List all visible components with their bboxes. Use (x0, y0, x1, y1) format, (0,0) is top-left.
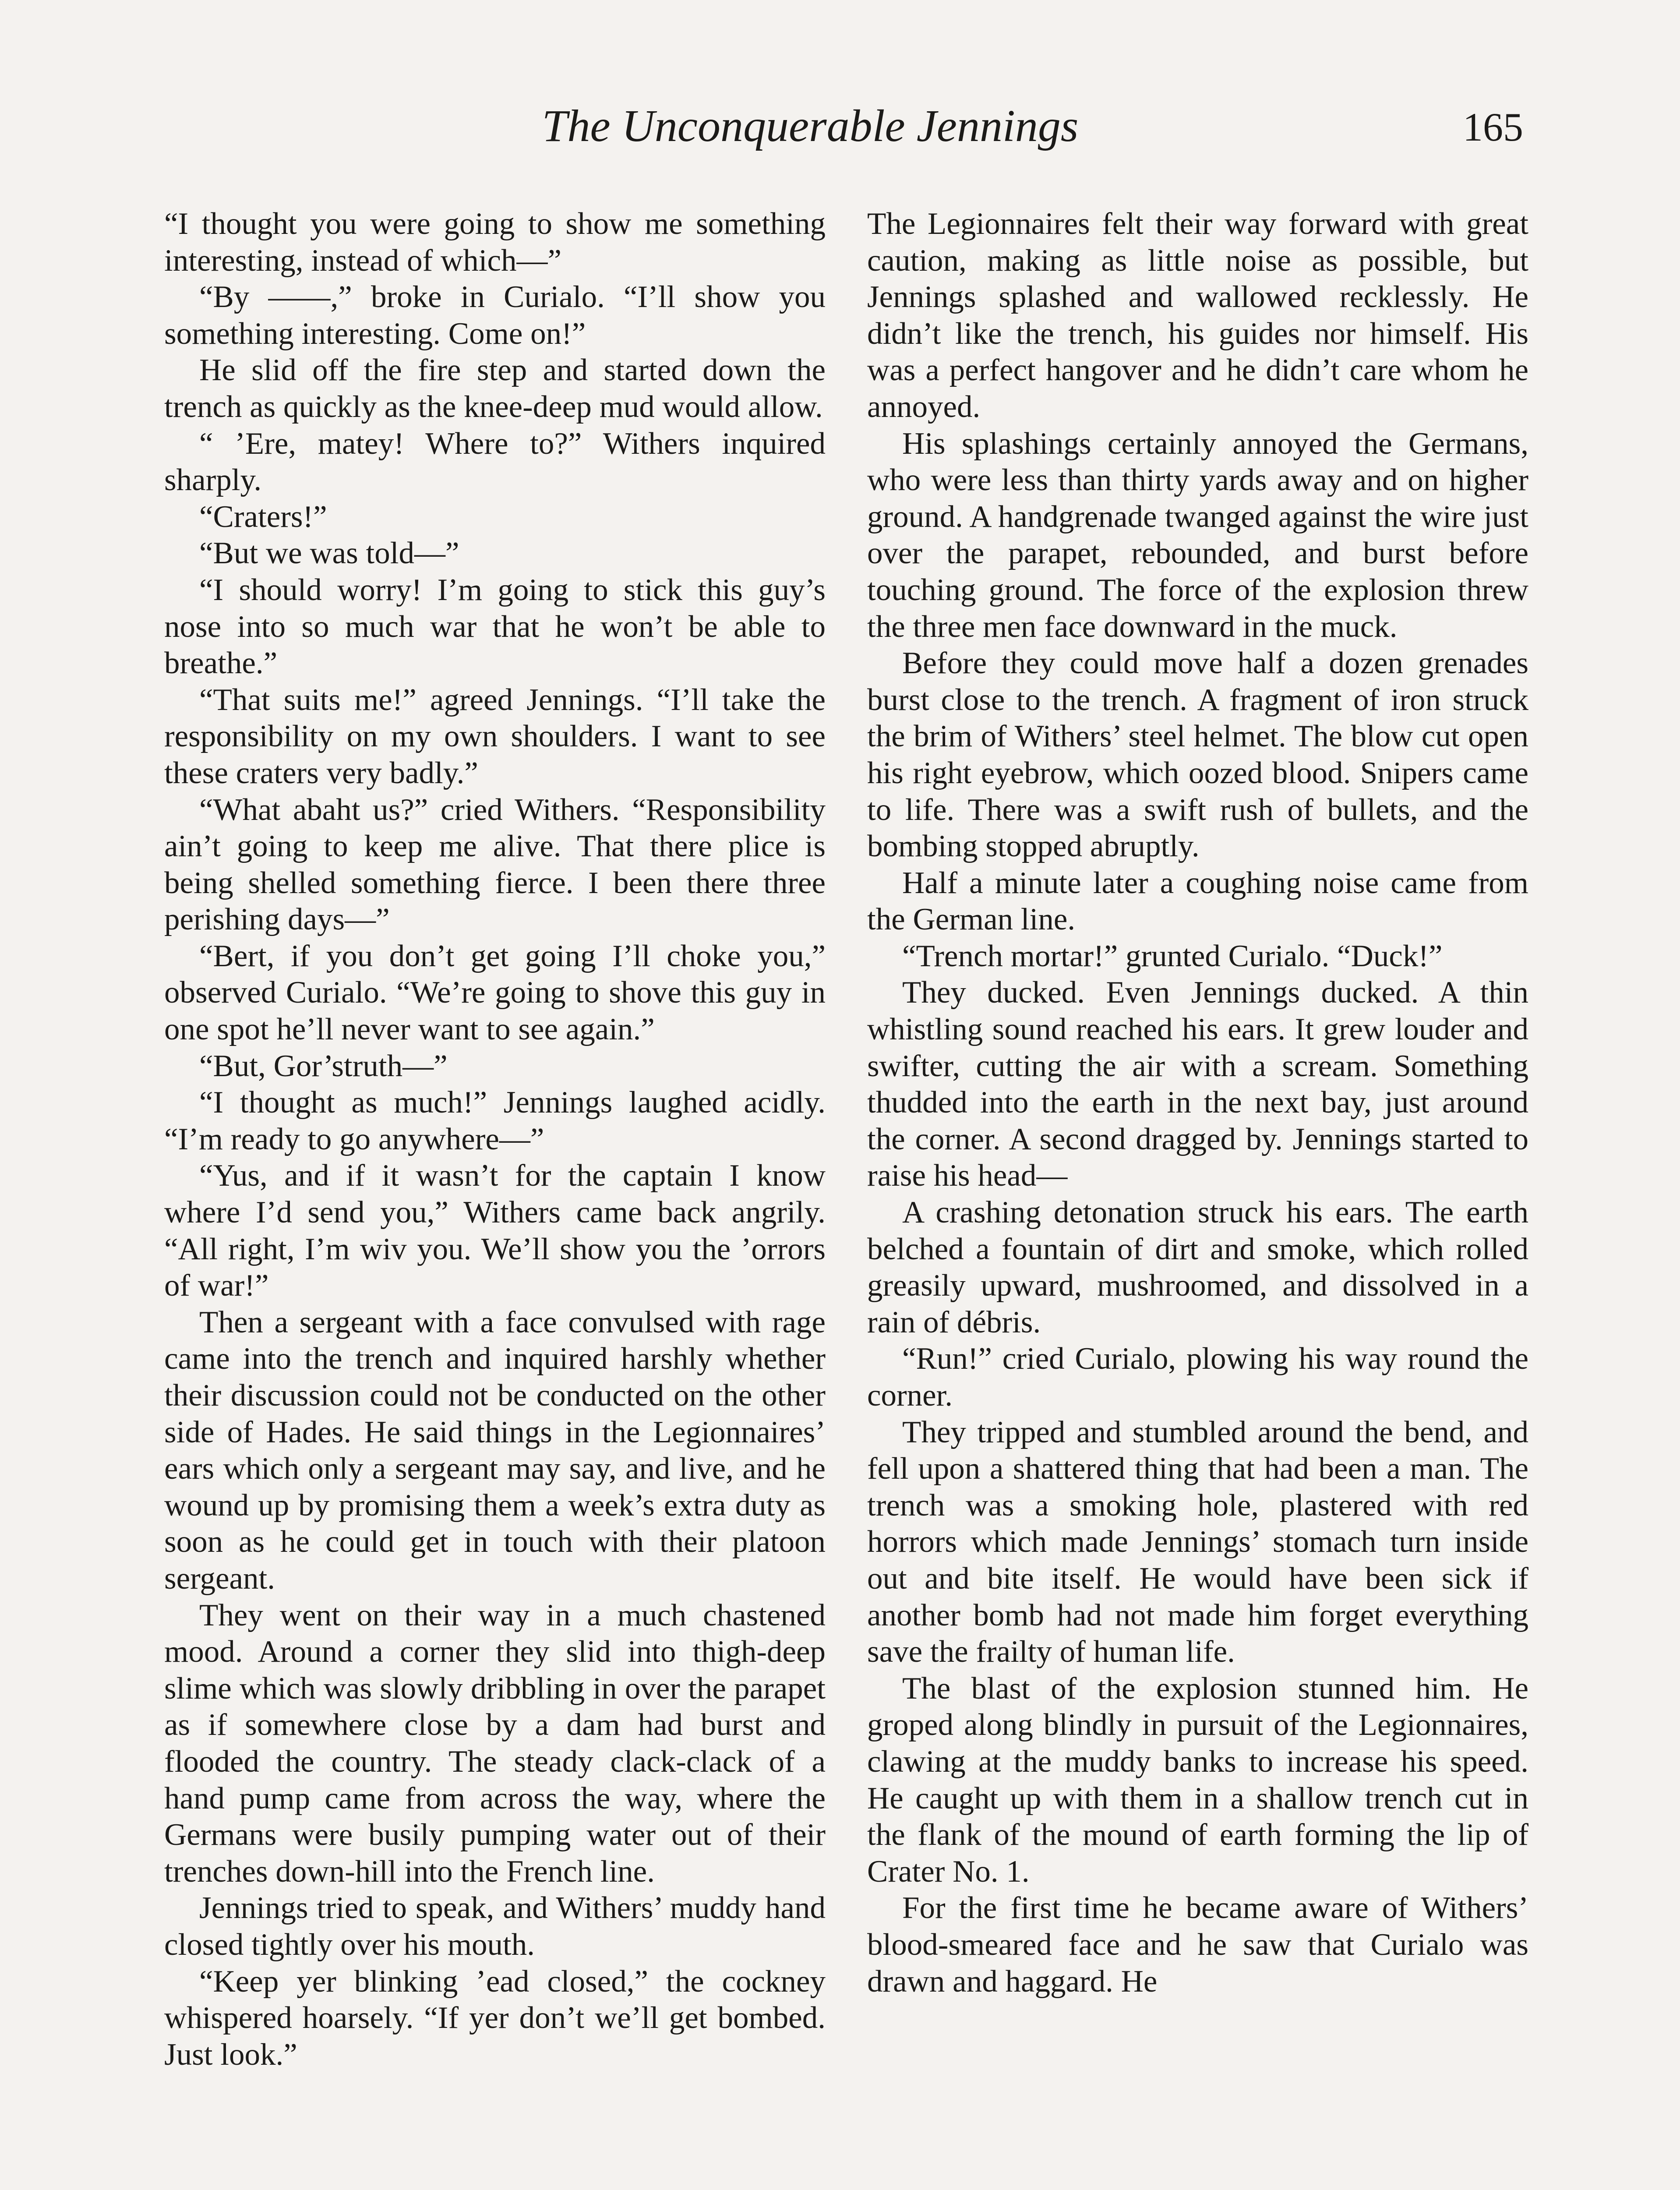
paragraph: The blast of the explosion stunned him. He groped along blindly in pursuit of the Legionnaires, clawing at the muddy banks to increase his speed. He caught up with them in a shallow trench cut in the flank of the mound of earth forming the lip of Crater No. 1. (867, 1671, 1528, 1889)
paragraph: They went on their way in a much chastened mood. Around a corner they slid into thigh-deep slime which was slowly dribbling in over the parapet as if somewhere close by a dam had burst and flooded the country. The steady clack-clack of a hand pump came from across the way, where the Germans were busily pumping water out of their trenches down-hill into the French line. (164, 1598, 826, 1889)
paragraph: “Craters!” (199, 499, 327, 534)
paragraph: They tripped and stumbled around the bend, and fell upon a shattered thing that had been a man. The trench was a smoking hole, plastered with red horrors which made Jennings’ stomach turn inside out and bite itself. He would have been sick if another bomb had not made him forget everything save the frailty of human life. (867, 1415, 1528, 1669)
paragraph: Then a sergeant with a face convulsed with rage came into the trench and inquired harshly whether their discussion could not be conducted on the other side of Hades. He said things in the Legionnaires’ ears which only a sergeant may say, and live, and he wound up by promising them a week’s extra duty as soon as he could get in touch with their platoon sergeant. (164, 1305, 826, 1596)
right-column (867, 206, 1528, 2000)
paragraph: “Bert, if you don’t get going I’ll choke you,” observed Curialo. “We’re going to shove this guy in one spot he’ll never want to see again.” (164, 939, 826, 1047)
paragraph: “I thought as much!” Jennings laughed acidly. “I’m ready to go anywhere—” (164, 1085, 826, 1156)
paragraph: “Keep yer blinking ’ead closed,” the cockney whispered hoarsely. “If yer don’t we’ll get bombed. Just look.” (164, 1964, 826, 2072)
paragraph: “I thought you were going to show me something interesting, instead of which—” (164, 207, 826, 278)
paragraph: Half a minute later a coughing noise came from the German line. (867, 865, 1528, 937)
paragraph: Before they could move half a dozen grenades burst close to the trench. A fragment of iron struck the brim of Withers’ steel helmet. The blow cut open his right eyebrow, which oozed blood. Snipers came to life. There was a swift rush of bullets, and the bombing stopped abruptly. (867, 646, 1528, 864)
paragraph: “I should worry! I’m going to stick this guy’s nose into so much war that he won’t be able to breathe.” (164, 572, 826, 681)
paragraph: His splashings certainly annoyed the Germans, who were less than thirty yards away and on higher ground. A handgrenade twanged against the wire just over the parapet, rebounded, and burst before touching ground. The force of the explosion threw the three men face downward in the muck. (867, 426, 1528, 644)
paragraph: “But, Gor’struth—” (199, 1049, 448, 1083)
page-title: The Unconquerable Jennings (542, 101, 1079, 151)
paragraph: “Yus, and if it wasn’t for the captain I know where I’d send you,” Withers came back angrily. “All right, I’m wiv you. We’ll show you the ’orrors of war!” (164, 1159, 826, 1303)
paragraph: “What abaht us?” cried Withers. “Responsibility ain’t going to keep me alive. That there plice is being shelled something fierce. I been there three perishing days—” (164, 792, 826, 937)
page-number: 165 (1463, 105, 1523, 149)
paragraph: He slid off the fire step and started down the trench as quickly as the knee-deep mud would allow. (164, 353, 826, 424)
paragraph: “But we was told—” (199, 536, 459, 571)
paragraph: “By ——,” broke in Curialo. “I’ll show you something interesting. Come on!” (164, 280, 826, 351)
paragraph: “ ’Ere, matey! Where to?” Withers inquired sharply. (164, 426, 826, 498)
paragraph: Jennings tried to speak, and Withers’ muddy hand closed tightly over his mouth. (164, 1891, 826, 1962)
paragraph: They ducked. Even Jennings ducked. A thin whistling sound reached his ears. It grew louder and swifter, cutting the air with a scream. Something thudded into the earth in the next bay, just around the corner. A second dragged by. Jennings started to raise his head— (867, 975, 1528, 1193)
paragraph: For the first time he became aware of Withers’ blood-smeared face and he saw that Curialo was drawn and haggard. He (867, 1891, 1528, 1999)
paragraph: A crashing detonation struck his ears. The earth belched a fountain of dirt and smoke, which rolled greasily upward, mushroomed, and dissolved in a rain of débris. (867, 1195, 1528, 1339)
left-column (164, 206, 826, 2073)
paragraph: “Trench mortar!” grunted Curialo. “Duck!” (902, 939, 1443, 973)
paragraph: The Legionnaires felt their way forward with great caution, making as little noise as possible, but Jennings splashed and wallowed recklessly. He didn’t like the trench, his guides nor himself. His was a perfect hangover and he didn’t care whom he annoyed. (867, 207, 1528, 424)
paragraph: “Run!” cried Curialo, plowing his way round the corner. (867, 1342, 1528, 1413)
paragraph: “That suits me!” agreed Jennings. “I’ll take the responsibility on my own shoulders. I want to see these craters very badly.” (164, 682, 826, 790)
